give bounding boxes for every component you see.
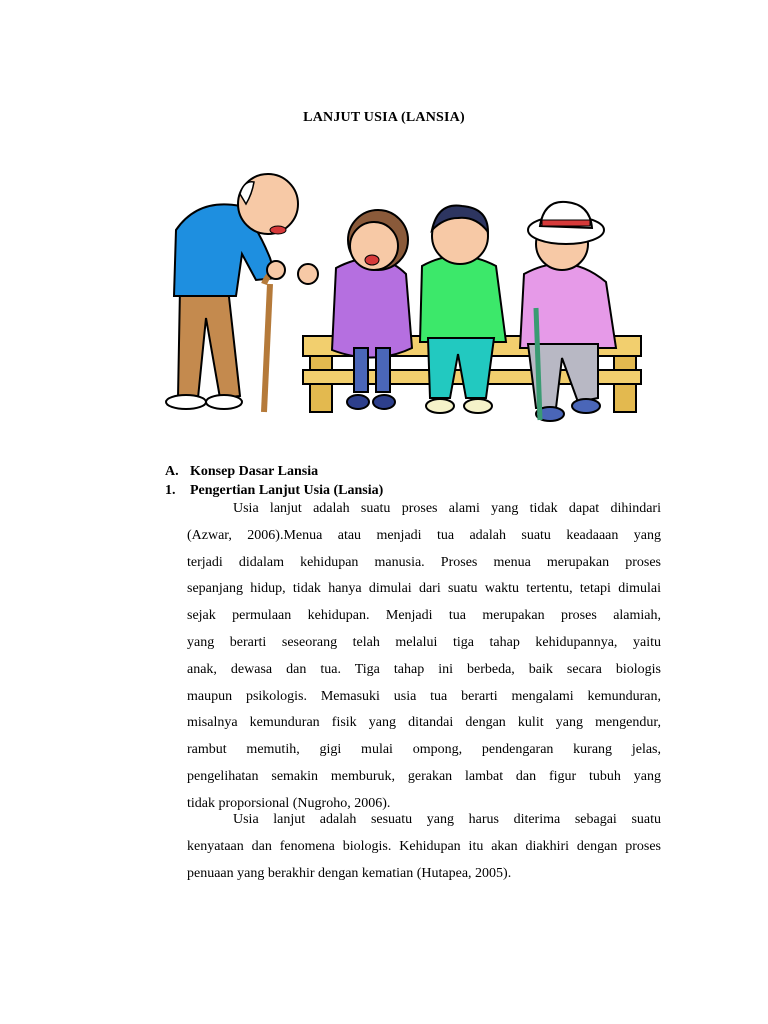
paragraph-1 — [187, 496, 661, 818]
paragraph-line: kenyataan dan fenomena biologis. Kehidupan itu akan diakhiri dengan proses — [187, 838, 661, 854]
paragraph-line: penuaan yang berakhir dengan kematian (Hutapea, 2005). — [187, 865, 512, 881]
section-marker: A. — [165, 464, 179, 479]
paragraph-line: sepanjang hidup, tidak hanya dimulai dari suatu waktu tertentu, tetapi dimulai — [187, 581, 661, 597]
subsection-marker: 1. — [165, 483, 176, 498]
paragraph-line: Usia lanjut adalah suatu proses alami yang tidak dapat dihindari — [233, 501, 661, 516]
paragraph-line: tidak proporsional (Nugroho, 2006). — [187, 795, 391, 811]
standing-elderly-man — [166, 174, 298, 412]
paragraph-line: misalnya kemunduran fisik yang ditandai dengan kulit yang mengendur, — [187, 715, 661, 731]
paragraph-line: terjadi didalam kehidupan manusia. Proses menua merupakan proses — [187, 554, 661, 570]
paragraph-2 — [187, 807, 661, 887]
section-heading-a — [165, 464, 318, 480]
paragraph-line: (Azwar, 2006).Menua atau menjadi tua adalah suatu keadaaan yang — [187, 527, 661, 543]
section-heading-text: Konsep Dasar Lansia — [190, 464, 319, 479]
paragraph-line: rambut memutih, gigi mulai ompong, pendengaran kurang jelas, — [187, 742, 661, 758]
paragraph-line: anak, dewasa dan tua. Tiga tahap ini berbeda, baik secara biologis — [187, 661, 661, 677]
paragraph-line: Usia lanjut adalah sesuatu yang harus diterima sebagai suatu — [233, 812, 661, 827]
subsection-heading-text: Pengertian Lanjut Usia (Lansia) — [190, 483, 384, 498]
paragraph-line: pengelihatan semakin memburuk, gerakan lambat dan figur tubuh yang — [187, 768, 661, 784]
elderly-man-hat — [520, 202, 616, 421]
paragraph-line: yang berarti seseorang telah melalui tiga tahap kehidupannya, yaitu — [187, 634, 661, 650]
paragraph-line: sejak permulaan kehidupan. Menjadi tua merupakan proses alamiah, — [187, 608, 661, 624]
page-title: LANJUT USIA (LANSIA) — [303, 110, 465, 125]
paragraph-line: maupun psikologis. Memasuki usia tua berarti mengalami kemunduran, — [187, 688, 661, 704]
elderly-group-illustration — [158, 158, 648, 430]
